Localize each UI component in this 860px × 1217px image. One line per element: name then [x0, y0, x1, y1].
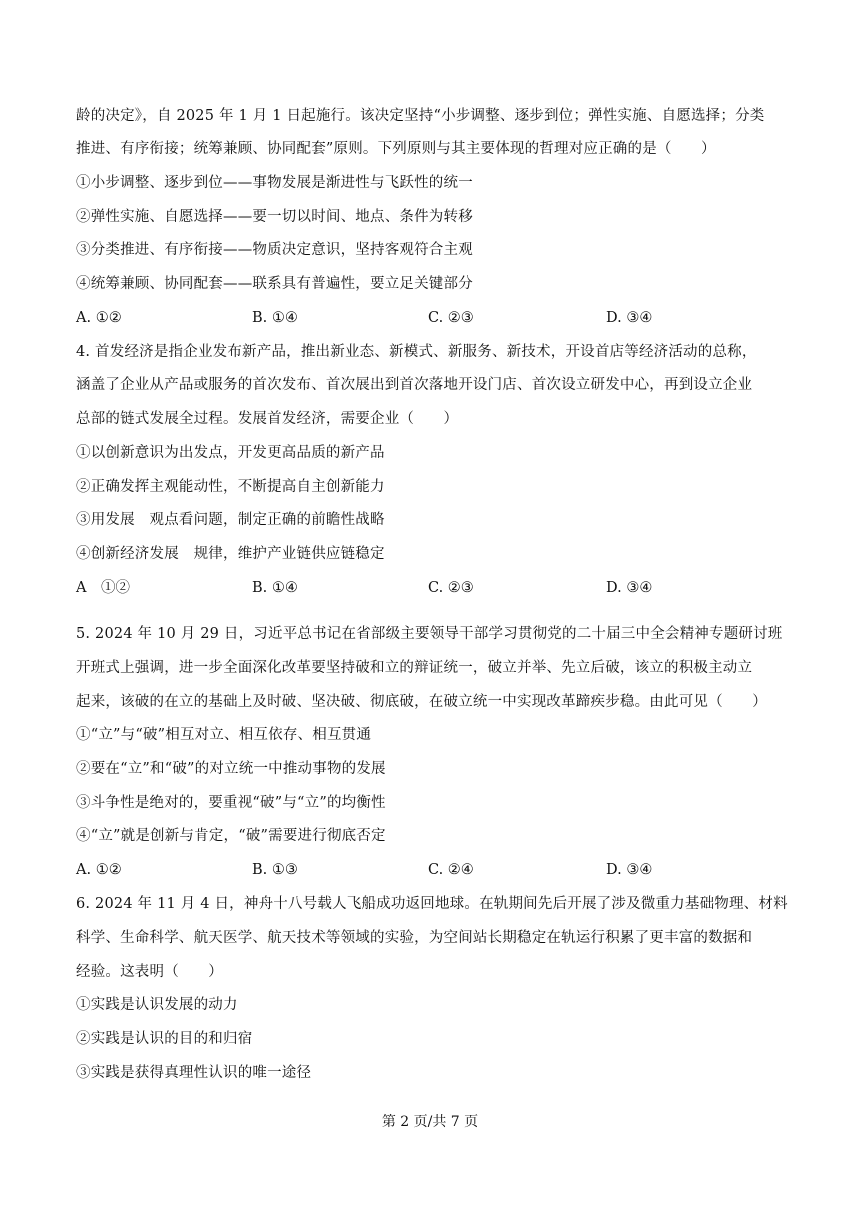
q4-item-3: ③用发展 观点看问题，制定正确的前瞻性战略 [76, 512, 385, 528]
q5-item-1: ①“立”与“破”相互对立、相互依存、相互贯通 [76, 727, 372, 743]
q3-stem-line-1: 龄的决定》，自 2025 年 1 月 1 日起施行。该决定坚持“小步调整、逐步到位；弹性实施、自愿选择；分类 [76, 108, 765, 124]
q5-item-3: ③斗争性是绝对的，要重视“破”与“立”的均衡性 [76, 795, 386, 811]
q4-options [76, 578, 788, 598]
q6-item-1: ①实践是认识发展的动力 [76, 997, 238, 1013]
q3-item-3: ③分类推进、有序衔接——物质决定意识，坚持客观符合主观 [76, 242, 473, 258]
q3-option-b: B. ①④ [252, 310, 298, 326]
exam-page [76, 0, 788, 1217]
q5-options [76, 860, 788, 880]
q4-item-1: ①以创新意识为出发点，开发更高品质的新产品 [76, 445, 385, 461]
q5-option-d: D. ③④ [606, 862, 653, 878]
q3-option-d: D. ③④ [606, 310, 653, 326]
q4-item-2: ②正确发挥主观能动性，不断提高自主创新能力 [76, 479, 385, 495]
q3-stem-line-2: 推进、有序衔接；统筹兼顾、协同配套”原则。下列原则与其主要体现的哲理对应正确的是（ ） [76, 141, 716, 157]
q6-stem-line-1: 6. 2024 年 11 月 4 日，神舟十八号载人飞船成功返回地球。在轨期间先后开展了涉及微重力基础物理、材料 [76, 896, 788, 912]
q5-stem-line-1: 5. 2024 年 10 月 29 日，习近平总书记在省部级主要领导干部学习贯彻党的二十届三中全会精神专题研讨班 [76, 626, 783, 642]
q4-stem-line-1: 4. 首发经济是指企业发布新产品，推出新业态、新模式、新服务、新技术，开设首店等经济活动的总称， [76, 344, 757, 360]
q5-stem-line-3: 起来，该破的在立的基础上及时破、坚决破、彻底破，在破立统一中实现改革蹄疾步稳。由此可见（ ） [76, 694, 767, 710]
q3-option-a: A. ①② [76, 310, 122, 326]
q5-option-a: A. ①② [76, 862, 122, 878]
q6-item-2: ②实践是认识的目的和归宿 [76, 1031, 253, 1047]
page-number-footer: 第 2 页/共 7 页 [381, 1114, 479, 1130]
q5-item-2: ②要在“立”和“破”的对立统一中推动事物的发展 [76, 761, 386, 777]
q4-stem-line-3: 总部的链式发展全过程。发展首发经济，需要企业（ ） [76, 411, 459, 427]
q3-item-2: ②弹性实施、自愿选择——要一切以时间、地点、条件为转移 [76, 209, 473, 225]
q3-item-1: ①小步调整、逐步到位——事物发展是渐进性与飞跃性的统一 [76, 175, 473, 191]
q3-options [76, 308, 788, 328]
q4-option-a: A ①② [76, 580, 130, 596]
q5-option-b: B. ①③ [252, 862, 298, 878]
q3-option-c: C. ②③ [428, 310, 474, 326]
q4-option-d: D. ③④ [606, 580, 653, 596]
q6-stem-line-2: 科学、生命科学、航天医学、航天技术等领域的实验，为空间站长期稳定在轨运行积累了更丰富的数据和 [76, 930, 753, 946]
q3-item-4: ④统筹兼顾、协同配套——联系具有普遍性，要立足关键部分 [76, 276, 473, 292]
q5-option-c: C. ②④ [428, 862, 474, 878]
q4-option-b: B. ①④ [252, 580, 298, 596]
q6-stem-line-3: 经验。这表明（ ） [76, 964, 223, 980]
q5-stem-line-2: 开班式上强调，进一步全面深化改革要坚持破和立的辩证统一，破立并举、先立后破，该立的积极主动立 [76, 660, 753, 676]
q4-stem-line-2: 涵盖了企业从产品或服务的首次发布、首次展出到首次落地开设门店、首次设立研发中心，再到设立企业 [76, 377, 753, 393]
q4-item-4: ④创新经济发展 规律，维护产业链供应链稳定 [76, 546, 385, 562]
q4-option-c: C. ②③ [428, 580, 474, 596]
q6-item-3: ③实践是获得真理性认识的唯一途径 [76, 1065, 312, 1081]
q5-item-4: ④“立”就是创新与肯定，“破”需要进行彻底否定 [76, 828, 386, 844]
